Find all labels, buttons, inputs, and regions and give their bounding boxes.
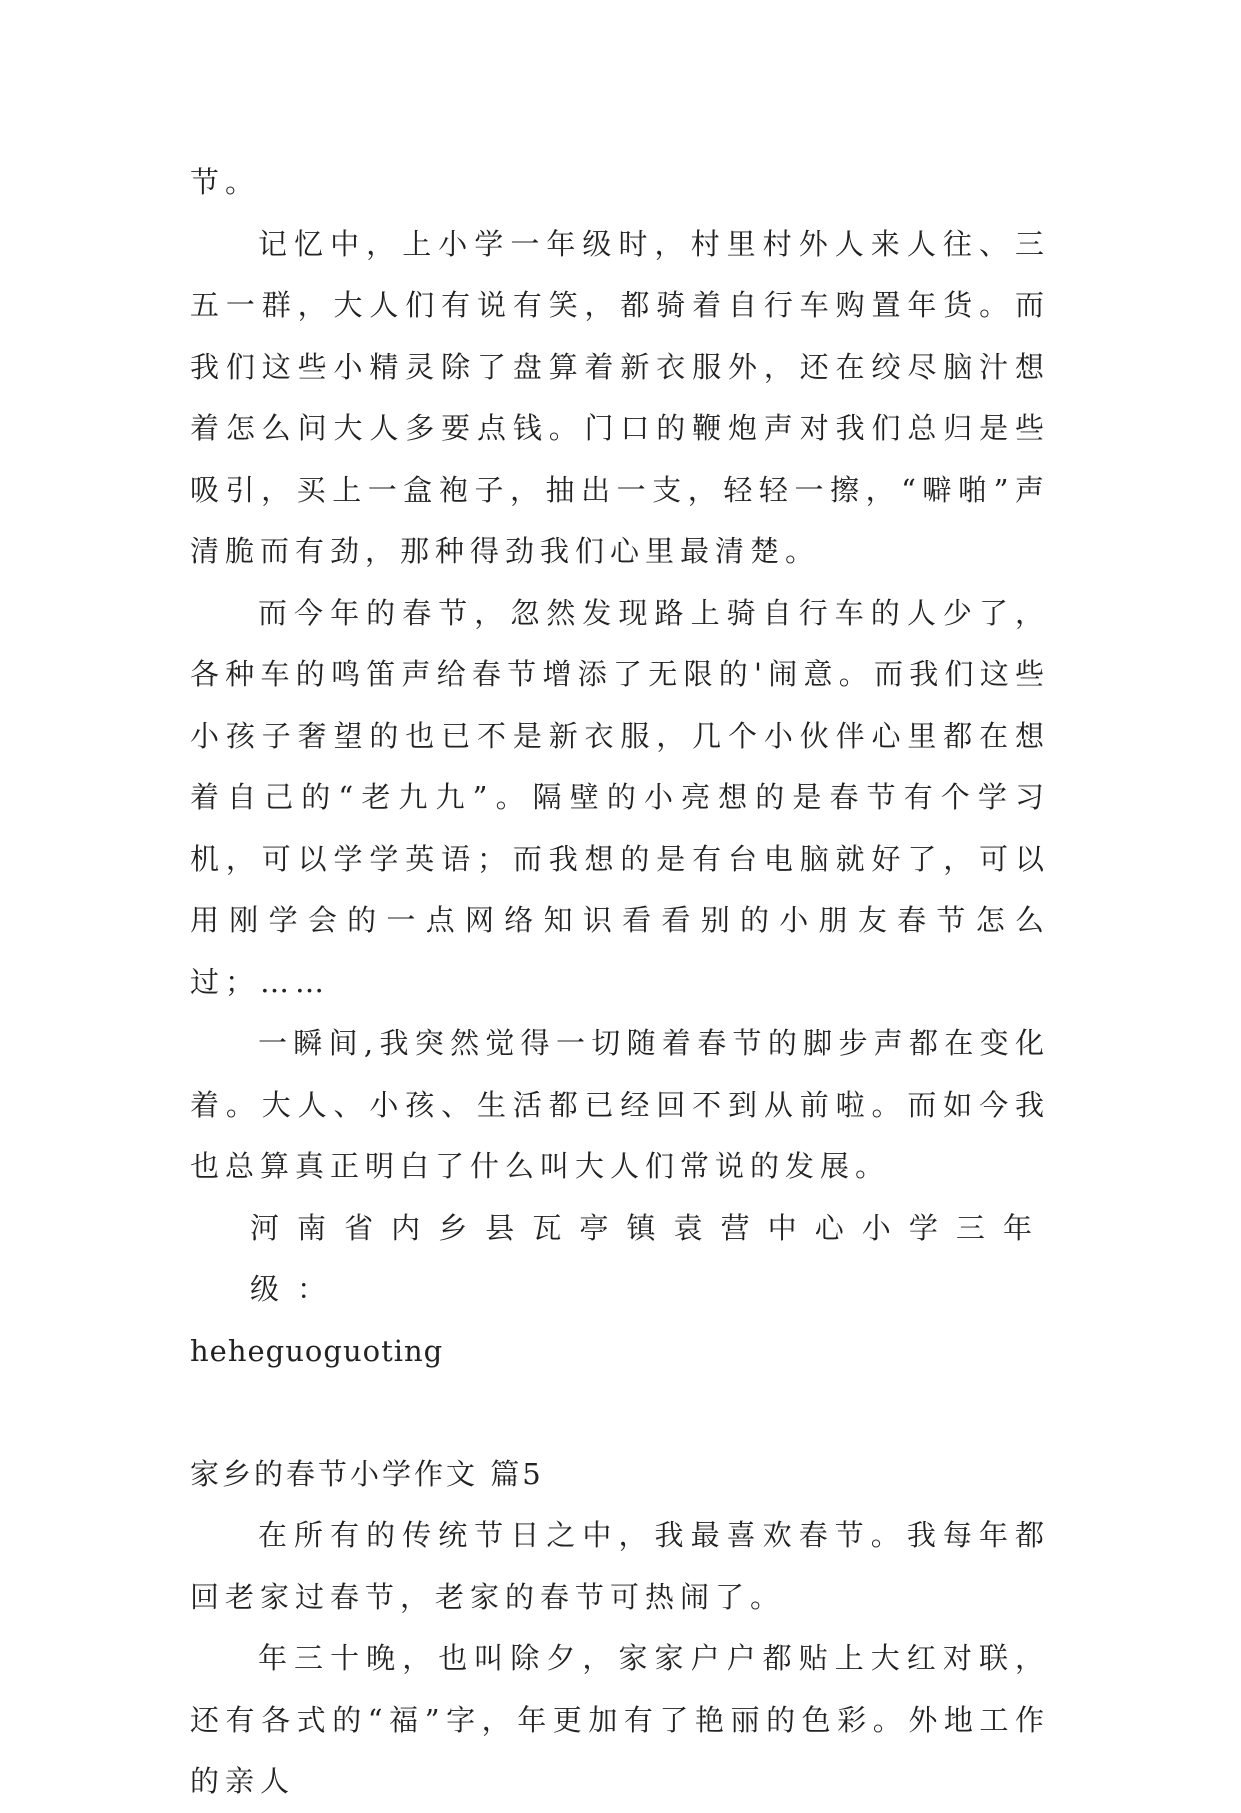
- paragraph-favorite-festival: 在所有的传统节日之中，我最喜欢春节。我每年都回老家过春节，老家的春节可热闹了。: [190, 1518, 1050, 1614]
- paragraph-memory: 记忆中，上小学一年级时，村里村外人来人往、三五一群，大人们有说有笑，都骑着自行车购置年货。而我们这些小精灵除了盘算着新衣服外，还在绞尽脑汁想着怎么问大人多要点钱。门口的鞭炮声对我们总归是些吸引，买上一盒袍子，抽出一支，轻轻一擦，“噼啪”声清脆而有劲，那种得劲我们心里最清楚。: [190, 226, 1050, 568]
- paragraph-new-years-eve: 年三十晚，也叫除夕，家家户户都贴上大红对联，还有各式的“福”字，年更加有了艳丽的色彩。外地工作的亲人: [190, 1641, 1050, 1798]
- blank-line: [190, 1382, 1050, 1444]
- article-body: [190, 152, 1050, 1813]
- paragraph-realization: 一瞬间,我突然觉得一切随着春节的脚步声都在变化着。大人、小孩、生活都已经回不到从前啦。而如今我也总算真正明白了什么叫大人们常说的发展。: [190, 1026, 1050, 1183]
- author-school: 河南省内乡县瓦亭镇袁营中心小学三年级：: [250, 1210, 1050, 1306]
- author-name: heheguoguoting: [190, 1333, 444, 1368]
- continuation-line: 节。: [190, 165, 261, 199]
- section-heading: 家乡的春节小学作文 篇5: [190, 1456, 544, 1491]
- paragraph-this-year: 而今年的春节，忽然发现路上骑自行车的人少了，各种车的鸣笛声给春节增添了无限的'闹意。而我们这些小孩子奢望的也已不是新衣服，几个小伙伴心里都在想着自己的“老九九”。隔壁的小亮想的是春节有个学习机，可以学学英语；而我想的是有台电脑就好了，可以用刚学会的一点网络知识看看别的小朋友春节怎么过；……: [190, 595, 1050, 999]
